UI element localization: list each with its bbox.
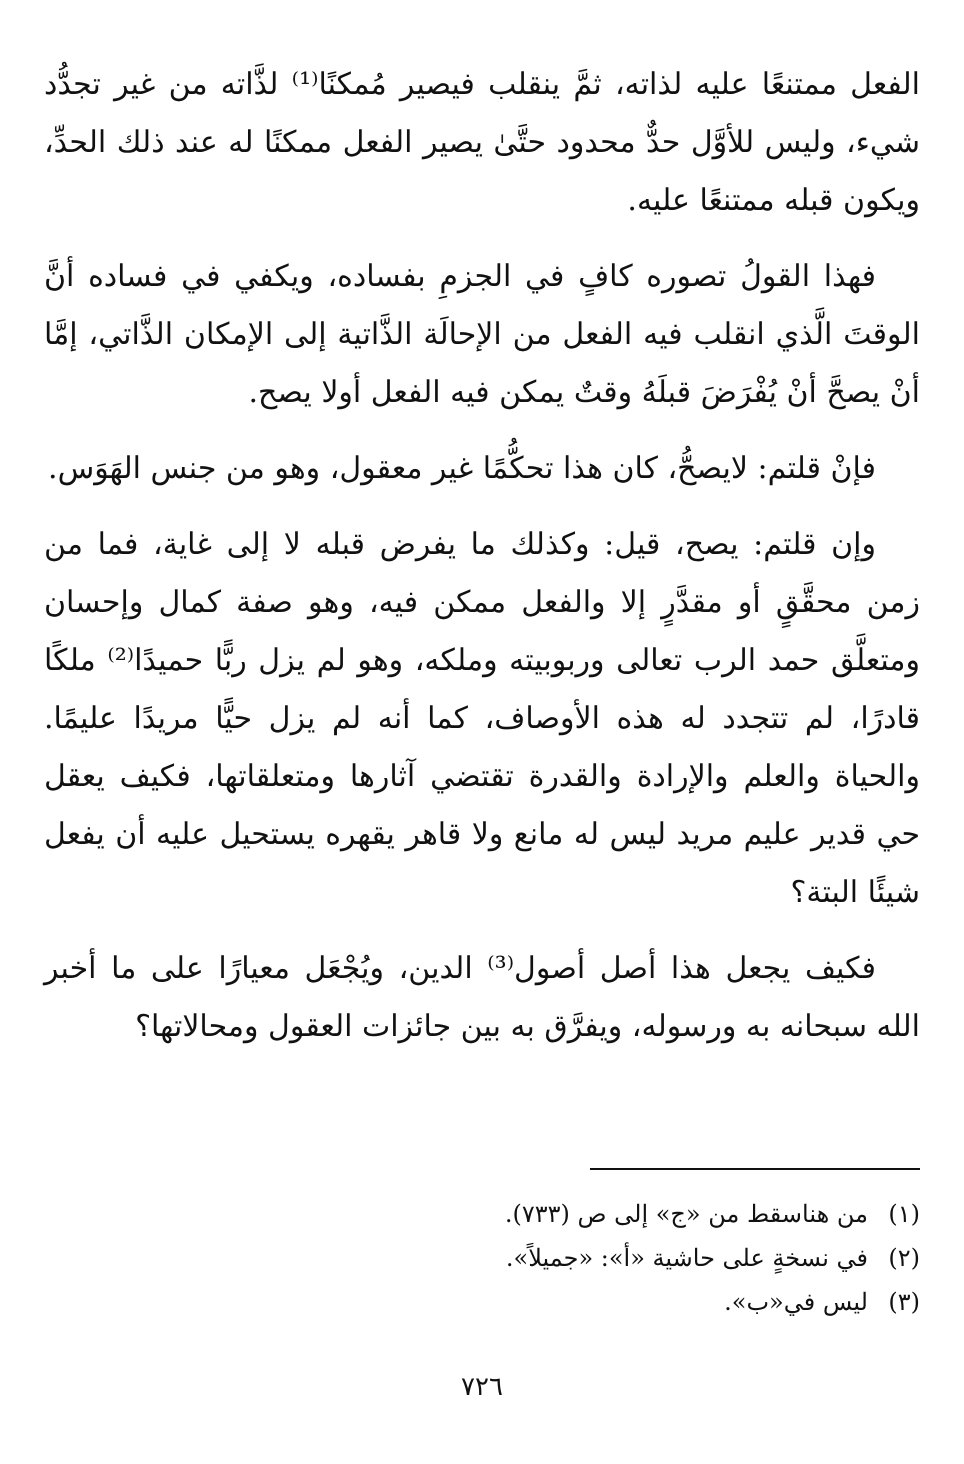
- page-number: ٧٢٦: [461, 1372, 503, 1402]
- footnotes: [44, 1168, 920, 1324]
- footnote-divider: [590, 1168, 920, 1170]
- paragraph-2: فهذا القولُ تصوره كافٍ في الجزمِ بفساده، ويكفي في فساده أنَّ الوقتَ الَّذي انقلب فيه الفعل من الإحالَة الذَّاتية إلى الإمكان الذَّاتي، إمَّا أنْ يصحَّ أنْ يُفْرَضَ قبلَهُ وقتٌ يمكن فيه الفعل أولا يصح.: [44, 259, 920, 410]
- page-body: [44, 56, 920, 1074]
- paragraph-5: فكيف يجعل هذا أصل أصول⁽³⁾ الدين، ويُجْعَل معيارًا على ما أخبر الله سبحانه به ورسوله، ويفرَّق به بين جائزات العقول ومحالاتها؟: [44, 951, 920, 1044]
- paragraph-3: فإنْ قلتم: لايصحُّ، كان هذا تحكُّمًا غير معقول، وهو من جنس الهَوَس.: [48, 451, 876, 486]
- footnote-text: في نسخةٍ على حاشية «أ»: «جميلاً».: [505, 1244, 868, 1272]
- footnote-3: [44, 1280, 920, 1324]
- footnote-number: (٣): [888, 1288, 920, 1316]
- paragraph-4: وإن قلتم: يصح، قيل: وكذلك ما يفرض قبله لا إلى غاية، فما من زمن محقَّقٍ أو مقدَّرٍ إلا والفعل ممكن فيه، وهو صفة كمال وإحسان ومتعلَّق حمد الرب تعالى وربوبيته وملكه، وهو لم يزل ربًّا حميدًا⁽²⁾ ملكًا قادرًا، لم تتجدد له هذه الأوصاف، كما أنه لم يزل حيًّا مريدًا عليمًا. والحياة والعلم والإرادة والقدرة تقتضي آثارها ومتعلقاتها، فكيف يعقل حي قدير عليم مريد ليس له مانع ولا قاهر يقهره يستحيل عليه أن يفعل شيئًا البتة؟: [44, 527, 920, 910]
- footnote-2: [44, 1236, 920, 1280]
- footnote-1: [44, 1192, 920, 1236]
- footnote-text: ليس في«ب».: [724, 1288, 868, 1316]
- footnote-number: (٢): [888, 1244, 920, 1272]
- paragraph-1: الفعل ممتنعًا عليه لذاته، ثمَّ ينقلب فيصير مُمكنًا⁽¹⁾ لذَّاته من غير تجدُّد شيء، وليس للأوَّل حدٌّ محدود حتَّىٰ يصير الفعل ممكنًا له عند ذلك الحدِّ، ويكون قبله ممتنعًا عليه.: [44, 67, 920, 218]
- footnote-number: (١): [888, 1200, 920, 1228]
- footnote-text: من هناسقط من «ج» إلى ص (٧٣٣).: [504, 1200, 868, 1228]
